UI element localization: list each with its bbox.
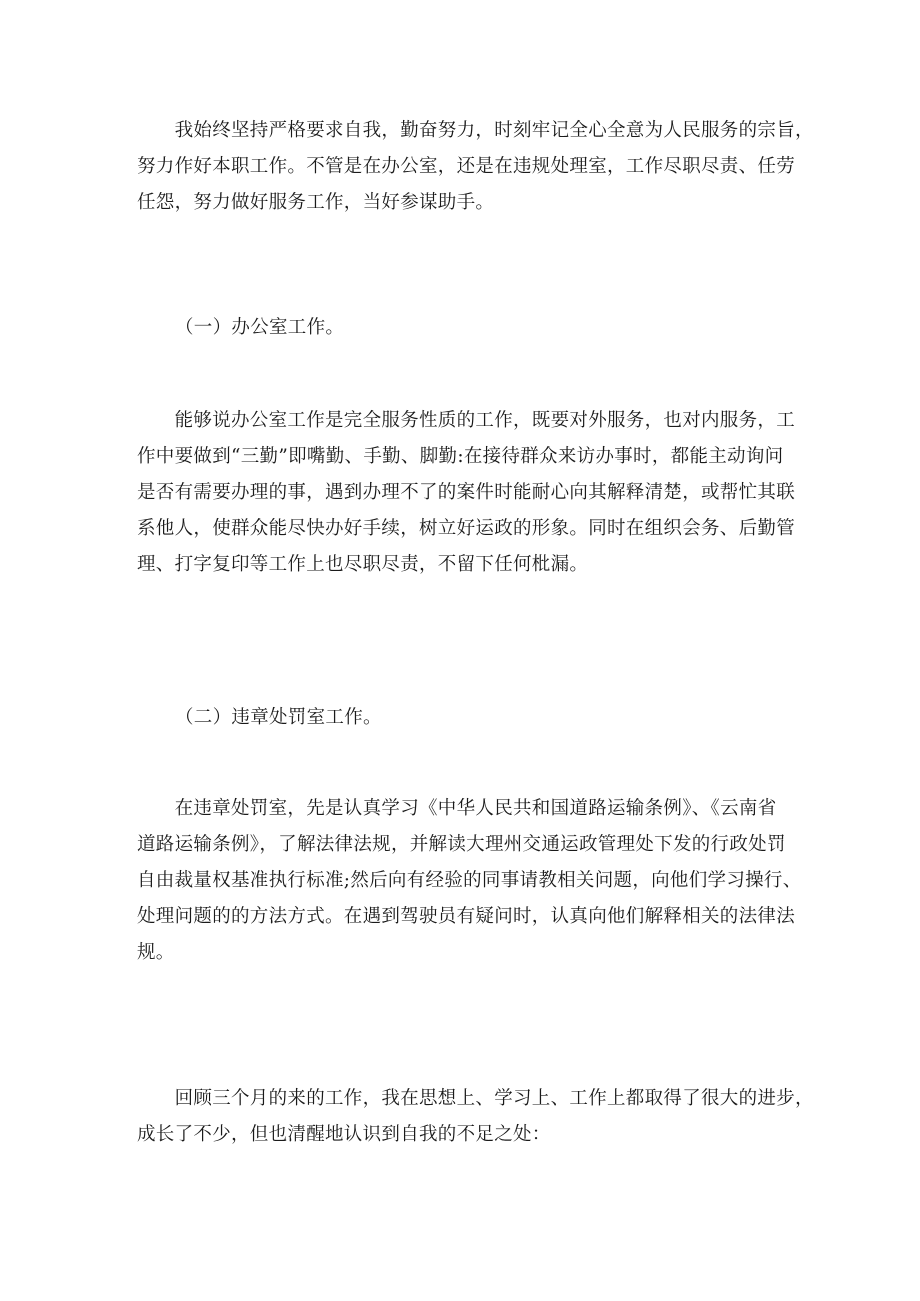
paragraph-line: 回顾三个月的来的工作，我在思想上、学习上、工作上都取得了很大的进步，	[137, 1088, 814, 1109]
paragraph-line: 我始终坚持严格要求自我，勤奋努力，时刻牢记全心全意为人民服务的宗旨，	[137, 120, 814, 141]
paragraph-line: 自由裁量权基准执行标准;然后向有经验的同事请教相关问题，向他们学习操行、	[137, 870, 802, 891]
paragraph-line: 是否有需要办理的事，遇到办理不了的案件时能耐心向其解释清楚，或帮忙其联	[137, 482, 796, 503]
paragraph-line: 道路运输条例》，了解法律法规，并解读大理州交通运政管理处下发的行政处罚	[137, 834, 786, 855]
paragraph-line: 理、打字复印等工作上也尽职尽责，不留下任何枇漏。	[137, 554, 589, 575]
paragraph-line: 规。	[137, 942, 175, 963]
paragraph-line: 处理问题的的方法方式。在遇到驾驶员有疑问时，认真向他们解释相关的法律法	[137, 906, 796, 927]
paragraph-line: 在违章处罚室，先是认真学习《中华人民共和国道路运输条例》、《云南省	[137, 798, 777, 819]
paragraph-line: 成长了不少，但也清醒地认识到自我的不足之处：	[137, 1124, 551, 1145]
paragraph-line: 系他人，使群众能尽快办好手续，树立好运政的形象。同时在组织会务、后勤管	[137, 518, 796, 539]
section-heading-violation-office: （二）违章处罚室工作。	[175, 707, 382, 728]
section-heading-office-work: （一）办公室工作。	[175, 317, 345, 338]
paragraph-line: 任怨，努力做好服务工作，当好参谋助手。	[137, 192, 495, 213]
paragraph-review	[137, 1081, 814, 1153]
paragraph-line: 作中要做到“三勤”即嘴勤、手勤、脚勤:在接待群众来访办事时，都能主动询问	[137, 446, 784, 467]
paragraph-line: 能够说办公室工作是完全服务性质的工作，既要对外服务，也对内服务，工	[137, 410, 796, 431]
paragraph-line: 努力作好本职工作。不管是在办公室，还是在违规处理室，工作尽职尽责、任劳	[137, 156, 796, 177]
paragraph-office-work	[137, 403, 797, 583]
paragraph-self-discipline	[137, 113, 814, 221]
paragraph-violation-office	[137, 791, 802, 971]
